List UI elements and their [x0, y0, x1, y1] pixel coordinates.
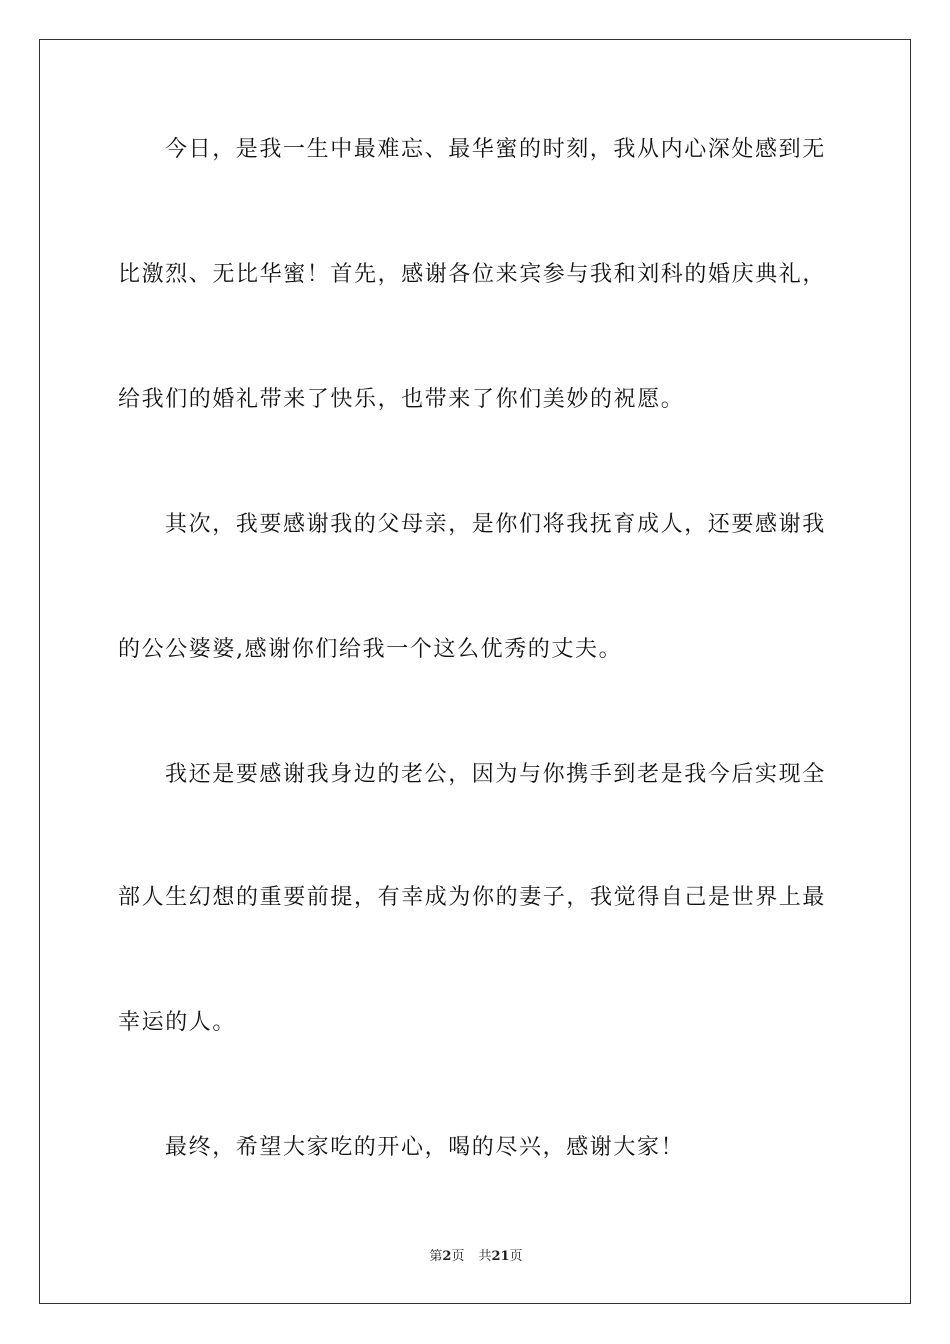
paragraph-line: 其次，我要感谢我的父母亲，是你们将我抚育成人，还要感谢我: [165, 512, 826, 537]
page-prefix: 第: [429, 1249, 443, 1264]
page-number-footer: [40, 1248, 912, 1266]
paragraph-line: 给我们的婚礼带来了快乐，也带来了你们美妙的祝愿。: [118, 387, 685, 412]
paragraph-line: 的公公婆婆,感谢你们给我一个这么优秀的丈夫。: [118, 637, 623, 662]
document-page: [39, 39, 911, 1304]
paragraph-line: 幸运的人。: [118, 1010, 237, 1035]
paragraph-line: 今日，是我一生中最难忘、最华蜜的时刻，我从内心深处感到无: [165, 137, 826, 162]
total-prefix: 共: [478, 1249, 492, 1264]
paragraph-line: 我还是要感谢我身边的老公，因为与你携手到老是我今后实现全: [165, 762, 826, 787]
paragraph-line: 部人生幻想的重要前提，有幸成为你的妻子，我觉得自己是世界上最: [118, 885, 827, 910]
total-pages-number: 21: [491, 1249, 510, 1264]
page-suffix: 页: [451, 1249, 465, 1264]
total-suffix: 页: [509, 1249, 523, 1264]
paragraph-line: 最终，希望大家吃的开心，喝的尽兴，感谢大家！: [165, 1135, 685, 1160]
current-page-number: 2: [442, 1249, 452, 1264]
paragraph-line: 比激烈、无比华蜜！首先，感谢各位来宾参与我和刘科的婚庆典礼，: [118, 262, 827, 287]
